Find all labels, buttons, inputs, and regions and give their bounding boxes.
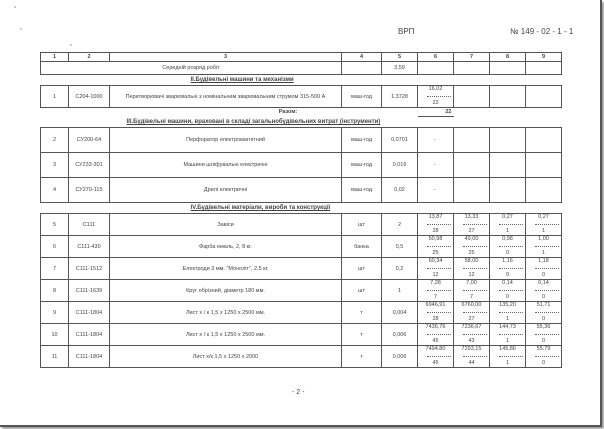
empty-cell [454,86,490,108]
fraction-divider [499,331,523,335]
cost-col8-total: 0 [505,250,510,256]
row-number: 10 [41,324,69,346]
fraction-divider [427,353,451,357]
table-row [41,302,562,324]
unit: банка [342,236,382,258]
section-header-row [41,75,562,86]
column-number: 7 [454,53,490,62]
cost-col9-price: 51,71 [536,302,551,308]
fraction-divider [463,309,487,313]
row-number: 3 [41,153,69,178]
cost-col9 [526,280,562,302]
cost-col7 [454,236,490,258]
fraction-divider [499,221,523,225]
unit: т [342,302,382,324]
quantity: 0,016 [382,153,418,178]
resource-code: С204-1000 [69,86,110,108]
header-abbreviation: ВРП [398,27,415,36]
empty-cell [490,108,526,117]
row-number: 5 [41,214,69,236]
cost-col9 [526,324,562,346]
cost-col7-total: 7 [469,294,474,300]
cost-col7-total: 27 [468,228,475,234]
quantity: 0,006 [382,346,418,368]
empty-cell [454,178,490,203]
cost-col9-price: 55,36 [536,324,551,330]
cost-col8 [490,214,526,236]
total-label: Разом: [278,109,298,116]
cost-col7 [454,324,490,346]
empty-cell [526,128,562,153]
cost-col9-total: 1 [541,228,546,234]
cost-col6-price: 7,28 [430,280,441,286]
table-row [41,128,562,153]
empty-cell [490,62,526,75]
cost-col7-price: 58,00 [464,258,479,264]
fraction-divider [499,353,523,357]
empty-cell [526,86,562,108]
cost-col6: - [418,153,454,178]
empty-cell [454,153,490,178]
section-title: ІІ.Будівельні машини та механізми [190,77,294,83]
column-number: 5 [382,53,418,62]
cost-col8-total: 1 [505,338,510,344]
resource-name: Лист х/к 1,5 х 1250 х 2000 [110,346,342,368]
cost-col7-price: 7293,15 [461,346,482,352]
cost-col8-price: 144,73 [499,324,516,330]
cost-col7-total: 12 [468,272,475,278]
cost-col9 [526,346,562,368]
unit: т [342,324,382,346]
empty-cell [490,178,526,203]
row-number: 11 [41,346,69,368]
unit: маш-год [342,128,382,153]
cost-col8-total: 1 [505,316,510,322]
cost-col8-price: 0,14 [502,280,513,286]
quantity: 0,004 [382,302,418,324]
column-number: 2 [69,53,110,62]
resource-code: С111-1804 [69,324,110,346]
cost-col8-price: 0,98 [502,236,513,242]
empty-cell [454,108,490,117]
cost-col8-price: 135,20 [499,302,516,308]
cost-col8 [490,346,526,368]
cost-col6-total: 45 [432,338,439,344]
cost-col7 [454,258,490,280]
cost-col7-price: 6760,00 [461,302,482,308]
row-number: 7 [41,258,69,280]
cost-col6 [418,258,454,280]
table-row [41,236,562,258]
average-grade-label: Середній розряд робіт [41,62,342,75]
fraction-divider [499,287,523,291]
fraction-divider [535,309,559,313]
row-number: 6 [41,236,69,258]
fraction-divider [535,243,559,247]
fraction-divider [427,265,451,269]
cost-col6-total: 7 [433,294,438,300]
column-number: 9 [526,53,562,62]
fraction-divider [535,221,559,225]
fraction-divider [463,265,487,269]
resource-name: Лист х / к 1,5 х 1250 х 2500 мм. [110,324,342,346]
unit: маш-год [342,178,382,203]
unit: шт [342,280,382,302]
cost-col6 [418,214,454,236]
empty-cell [342,62,382,75]
quantity: 1 [382,280,418,302]
cost-col6-price: 60,34 [428,258,443,264]
cost-col9-total: 0 [541,294,546,300]
cost-col7-price: 49,00 [464,236,479,242]
cost-col8-price: 1,16 [502,258,513,264]
unit: т [342,346,382,368]
unit: шт [342,214,382,236]
cost-col7 [454,302,490,324]
cost-col8 [490,258,526,280]
resource-code: СУ200-64 [69,128,110,153]
cost-col9 [526,258,562,280]
quantity: 0,5 [382,236,418,258]
resource-name: Круг обрізний, діаметр 180 мм. [110,280,342,302]
document-number: № 149 - 02 - 1 - 1 [510,27,574,36]
cost-col6-price: 7436,76 [425,324,446,330]
cost-col7-total: 44 [468,360,475,366]
resource-name: Завіси [110,214,342,236]
fraction-divider [535,353,559,357]
cost-col7-price: 7236,67 [461,324,482,330]
table-row [41,86,562,108]
fraction-divider [463,331,487,335]
cost-col9 [526,302,562,324]
empty-cell [526,62,562,75]
resource-code: С111-430 [69,236,110,258]
row-number: 8 [41,280,69,302]
table-row [41,214,562,236]
cost-col8 [490,280,526,302]
section-title: ІІІ.Будівельні машини, враховані в складі загальнобудівельних витрат (інструменти) [126,119,381,125]
cost-col6 [418,324,454,346]
cost-col6-price: 7494,80 [425,346,446,352]
fraction-divider [427,331,451,335]
column-number-row [41,53,562,62]
fraction-divider [535,331,559,335]
resource-code: С111-1804 [69,302,110,324]
cost-col9-total: 0 [541,316,546,322]
cost-col8 [490,236,526,258]
average-grade-row [41,62,562,75]
cost-col7-total: 43 [468,338,475,344]
empty-cell [526,153,562,178]
fraction-divider [427,221,451,225]
cost-col8-total: 0 [505,272,510,278]
cost-col6-price: 16,02 [428,86,443,92]
table-row [41,346,562,368]
quantity: 1,3728 [382,86,418,108]
cost-col7-total: 27 [468,316,475,322]
table-row [41,258,562,280]
row-number: 1 [41,86,69,108]
resource-name: Дрилі електричні [110,178,342,203]
cost-col7-total: 25 [468,250,475,256]
empty-cell [490,86,526,108]
scan-speck [14,6,16,8]
row-number: 9 [41,302,69,324]
cost-col6-total: 28 [432,316,439,322]
scan-speck [20,28,22,30]
cost-col8-total: 0 [505,294,510,300]
cost-col8 [490,324,526,346]
fraction-divider [535,265,559,269]
cost-col9-total: 0 [541,338,546,344]
cost-col6 [418,280,454,302]
cost-col7-price: 7,00 [466,280,477,286]
quantity: 0,0701 [382,128,418,153]
cost-col6-total: 22 [432,100,439,106]
table-row [41,153,562,178]
cost-col6 [418,236,454,258]
column-number: 6 [418,53,454,62]
quantity: 0,02 [382,178,418,203]
quantity: 2 [382,214,418,236]
unit: шт [342,258,382,280]
total-value: 22 [418,108,454,117]
row-number: 2 [41,128,69,153]
cost-col6-price: 6946,91 [425,302,446,308]
cost-col6-total: 28 [432,228,439,234]
scan-speck [70,44,72,46]
fraction-divider [463,353,487,357]
fraction-divider [427,287,451,291]
cost-col9-total: 0 [541,272,546,278]
column-number: 3 [110,53,342,62]
cost-col8-total: 1 [505,360,510,366]
resource-code: С111-1804 [69,346,110,368]
empty-cell [418,62,454,75]
section-header-row [41,203,562,214]
fraction-divider [463,287,487,291]
cost-col8-total: 1 [505,228,510,234]
cost-col9-price: 1,18 [538,258,549,264]
cost-col9-price: 55,79 [536,346,551,352]
table-row [41,324,562,346]
fraction-divider [499,309,523,313]
fraction-divider [535,287,559,291]
cost-col9-price: 1,00 [538,236,549,242]
resource-name: Електроди 3 мм. "Моноліт", 2,5 кг. [110,258,342,280]
cost-col6-price: 13,87 [428,214,443,220]
cost-col6 [418,86,454,108]
row-number: 4 [41,178,69,203]
cost-col6: - [418,128,454,153]
empty-cell [526,108,562,117]
resource-code: С111 [69,214,110,236]
cost-col8-price: 145,86 [499,346,516,352]
table-row [41,280,562,302]
resource-code: С111-1512 [69,258,110,280]
section-total-row [41,108,562,117]
cost-col9 [526,236,562,258]
resource-name: Машини шліфувальні електричні [110,153,342,178]
section-header-row [41,117,562,128]
estimate-table [40,52,562,368]
cost-col9-total: 0 [541,360,546,366]
cost-col6-total: 25 [432,250,439,256]
cost-col7 [454,214,490,236]
section-title: IV.Будівельні матеріали, вироби та конструкції [190,205,331,211]
fraction-divider [499,265,523,269]
unit: маш-год [342,86,382,108]
resource-name: Перфоратор електромагнітний [110,128,342,153]
page-number: - 2 - [292,389,305,396]
fraction-divider [499,243,523,247]
cost-col6-price: 50,98 [428,236,443,242]
cost-col8-price: 0,27 [502,214,513,220]
cost-col6 [418,346,454,368]
cost-col7-price: 13,33 [464,214,479,220]
table-row [41,178,562,203]
cost-col6 [418,302,454,324]
empty-cell [526,178,562,203]
fraction-divider [427,309,451,313]
cost-col8 [490,302,526,324]
resource-name: Фарба емаль, 2, 8 кг. [110,236,342,258]
empty-cell [490,153,526,178]
resource-code: СУ270-115 [69,178,110,203]
resource-code: СУ233-301 [69,153,110,178]
quantity: 0,2 [382,258,418,280]
quantity: 0,006 [382,324,418,346]
resource-code: С111-1639 [69,280,110,302]
cost-col9 [526,214,562,236]
cost-col9-price: 0,14 [538,280,549,286]
fraction-divider [427,93,451,97]
resource-name: Лист х / к 1,5 х 1250 х 2500 мм. [110,302,342,324]
column-number: 1 [41,53,69,62]
fraction-divider [463,243,487,247]
cost-col6-total: 45 [432,360,439,366]
average-grade-value: 3,59 [382,62,418,75]
cost-col9-total: 1 [541,250,546,256]
cost-col7 [454,346,490,368]
unit: маш-год [342,153,382,178]
empty-cell [490,128,526,153]
empty-cell [454,62,490,75]
fraction-divider [463,221,487,225]
empty-cell [454,128,490,153]
cost-col6: - [418,178,454,203]
cost-col6-total: 12 [432,272,439,278]
column-number: 4 [342,53,382,62]
resource-name: Перетворювачі зварювальні з номінальним зварювальним струмом 315-500 А [110,86,342,108]
fraction-divider [427,243,451,247]
cost-col7 [454,280,490,302]
cost-col9-price: 0,27 [538,214,549,220]
column-number: 8 [490,53,526,62]
